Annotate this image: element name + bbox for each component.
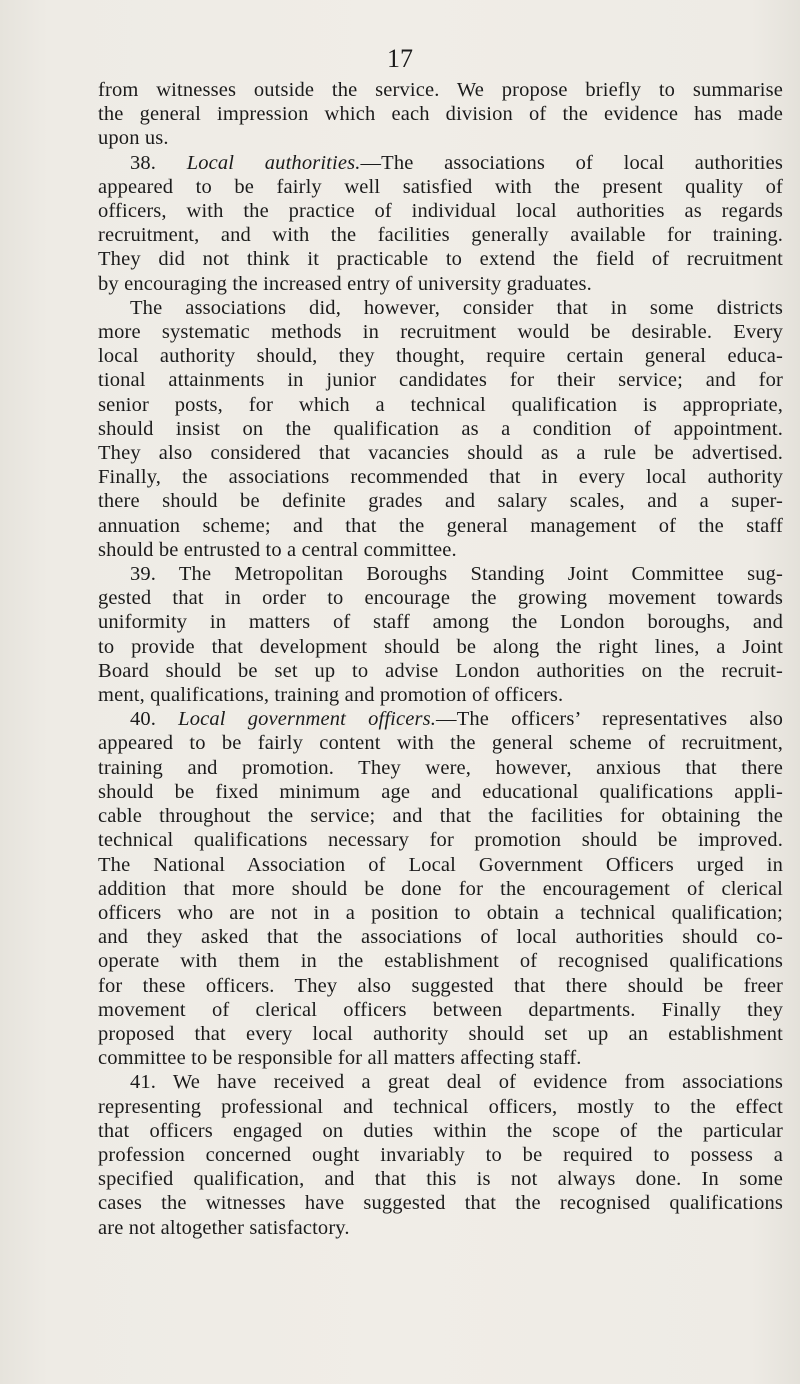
body-text bbox=[98, 78, 783, 1240]
text-line: Board should be set up to advise London authorities on the recruit- bbox=[98, 659, 783, 682]
text-line bbox=[98, 151, 783, 175]
text-line: and they asked that the associations of local authorities should co- bbox=[98, 926, 783, 949]
section-heading: Local authorities. bbox=[186, 151, 361, 174]
text-line: committee to be responsible for all matters affecting staff. bbox=[98, 1047, 582, 1070]
text-line: The associations did, however, consider that in some districts bbox=[130, 296, 783, 319]
text-line: annuation scheme; and that the general management of the staff bbox=[98, 514, 783, 537]
text-line: there should be definite grades and salary scales, and a super- bbox=[98, 490, 783, 513]
text-line: are not altogether satisfactory. bbox=[98, 1216, 350, 1239]
text-line: gested that in order to encourage the growing movement towards bbox=[98, 587, 783, 610]
text-line: operate with them in the establishment of recognised qualifications bbox=[98, 950, 783, 973]
section-number: 38. bbox=[130, 151, 187, 174]
text-line: movement of clerical officers between departments. Finally they bbox=[98, 998, 783, 1021]
paragraph bbox=[98, 1070, 783, 1239]
paragraph bbox=[98, 562, 783, 707]
text-line: the general impression which each division of the evidence has made bbox=[98, 103, 783, 126]
text-line: to provide that development should be along the right lines, a Joint bbox=[98, 635, 783, 658]
section-heading: Local government officers. bbox=[178, 708, 437, 731]
text-line: Finally, the associations recommended that in every local authority bbox=[98, 466, 783, 489]
text-line: They also considered that vacancies should as a rule be advertised. bbox=[98, 442, 783, 465]
text-line: local authority should, they thought, require certain general educa- bbox=[98, 345, 783, 368]
text-line: uniformity in matters of staff among the London boroughs, and bbox=[98, 611, 783, 634]
text-line: tional attainments in junior candidates for their service; and for bbox=[98, 369, 783, 392]
text-line: cases the witnesses have suggested that the recognised qualifications bbox=[98, 1192, 783, 1215]
section-text: —The associations of local authorities bbox=[360, 151, 783, 174]
text-line: officers who are not in a position to obtain a technical qualification; bbox=[98, 901, 783, 924]
text-line: ment, qualifications, training and promotion of officers. bbox=[98, 684, 564, 707]
page-number: 17 bbox=[387, 44, 413, 73]
paragraph bbox=[98, 78, 783, 151]
text-line bbox=[98, 707, 783, 731]
text-line: addition that more should be done for the encouragement of clerical bbox=[98, 877, 783, 900]
text-line: 39. The Metropolitan Boroughs Standing Joint Committee sug- bbox=[130, 563, 783, 586]
paragraph bbox=[98, 707, 783, 1070]
text-line: should be fixed minimum age and educational qualifications appli- bbox=[98, 780, 783, 803]
text-line: for these officers. They also suggested that there should be freer bbox=[98, 974, 783, 997]
paragraph bbox=[98, 151, 783, 296]
text-line: recruitment, and with the facilities generally available for training. bbox=[98, 224, 783, 247]
text-line: more systematic methods in recruitment would be desirable. Every bbox=[98, 321, 783, 344]
text-line: from witnesses outside the service. We propose briefly to summarise bbox=[98, 79, 783, 101]
text-line: should insist on the qualification as a condition of appointment. bbox=[98, 417, 783, 440]
text-line: The National Association of Local Government Officers urged in bbox=[98, 853, 783, 876]
text-line: proposed that every local authority should set up an establishment bbox=[98, 1022, 783, 1045]
text-line: cable throughout the service; and that the facilities for obtaining the bbox=[98, 805, 783, 828]
section-text: —The officers’ representatives also bbox=[436, 708, 783, 731]
text-line: upon us. bbox=[98, 127, 169, 150]
text-line: representing professional and technical officers, mostly to the effect bbox=[98, 1095, 783, 1118]
text-line: officers, with the practice of individual local authorities as regards bbox=[98, 200, 783, 223]
text-line: specified qualification, and that this is not always done. In some bbox=[98, 1168, 783, 1191]
text-line: training and promotion. They were, however, anxious that there bbox=[98, 756, 783, 779]
text-line: by encouraging the increased entry of university graduates. bbox=[98, 272, 592, 295]
text-line: senior posts, for which a technical qualification is appropriate, bbox=[98, 393, 783, 416]
text-line: appeared to be fairly well satisfied with the present quality of bbox=[98, 175, 783, 198]
text-line: technical qualifications necessary for promotion should be improved. bbox=[98, 829, 783, 852]
paragraph bbox=[98, 296, 783, 562]
text-line: 41. We have received a great deal of evidence from associations bbox=[130, 1071, 783, 1094]
text-line: that officers engaged on duties within the scope of the particular bbox=[98, 1119, 783, 1142]
text-line: should be entrusted to a central committee. bbox=[98, 538, 457, 561]
text-line: profession concerned ought invariably to be required to possess a bbox=[98, 1143, 783, 1166]
section-number: 40. bbox=[130, 708, 179, 731]
text-line: appeared to be fairly content with the general scheme of recruitment, bbox=[98, 732, 783, 755]
text-line: They did not think it practicable to extend the field of recruitment bbox=[98, 248, 783, 271]
